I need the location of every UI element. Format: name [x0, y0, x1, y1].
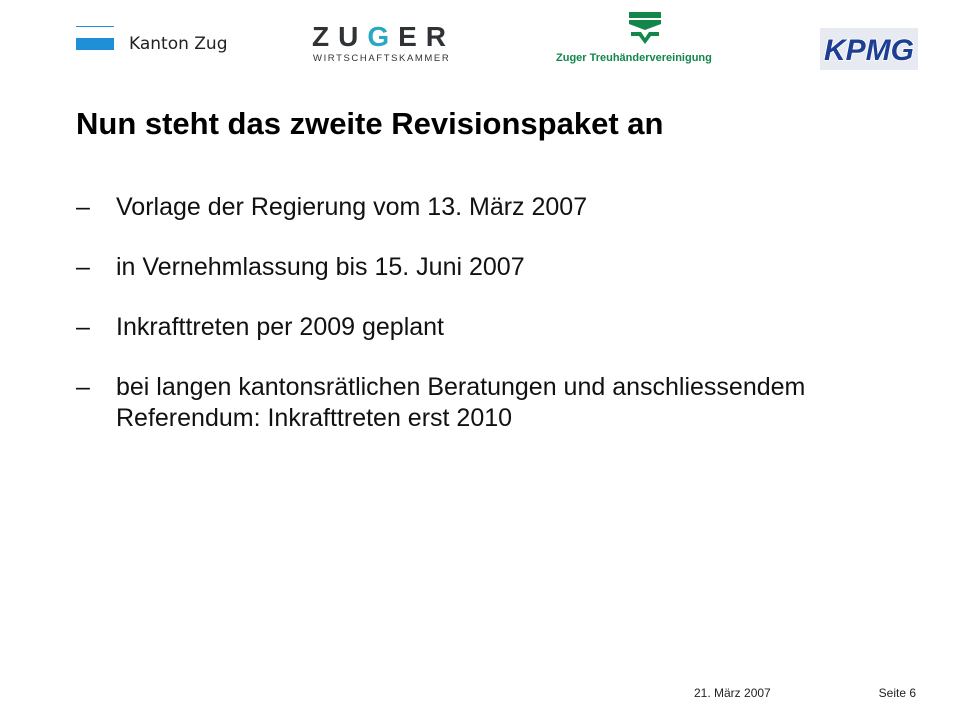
zuger-treuhaendervereinigung-logo — [552, 10, 742, 70]
kanton-zug-bar-icon — [76, 38, 114, 50]
bullet-text: Vorlage der Regierung vom 13. März 2007 — [116, 193, 588, 221]
bullet-item — [76, 252, 926, 283]
footer-date: 21. März 2007 — [694, 686, 771, 700]
footer-page-number: Seite 6 — [878, 686, 916, 700]
bullet-item — [76, 192, 926, 223]
bullet-item — [76, 312, 926, 343]
kanton-zug-logo — [76, 26, 236, 60]
bullet-dash-icon: – — [76, 253, 90, 281]
zuger-wordmark-g: G — [367, 21, 399, 52]
zuger-wordmark-part-2: ER — [398, 21, 456, 52]
slide-title: Nun steht das zweite Revisionspaket an — [76, 106, 664, 141]
bullet-text: Inkrafttreten per 2009 geplant — [116, 313, 445, 341]
wirtschaftskammer-label: WIRTSCHAFTSKAMMER — [313, 53, 451, 64]
kanton-zug-line-icon — [76, 26, 114, 27]
treuhand-emblem-icon — [627, 10, 663, 50]
bullet-dash-icon: – — [76, 313, 90, 341]
zuger-wordmark-part-1: ZU — [312, 21, 368, 52]
bullet-dash-icon: – — [76, 193, 90, 221]
bullet-dash-icon: – — [76, 373, 90, 401]
zuger-wordmark — [312, 22, 455, 52]
zuger-wirtschaftskammer-logo — [312, 22, 462, 68]
kpmg-wordmark: KPMG — [824, 34, 914, 67]
kpmg-logo — [820, 28, 918, 70]
kpmg-logo-icon — [820, 28, 918, 70]
bullet-item — [76, 372, 926, 434]
kanton-zug-label: Kanton Zug — [129, 34, 228, 54]
treuhaender-label: Zuger Treuhändervereinigung — [556, 52, 712, 64]
bullet-text: bei langen kantonsrätlichen Beratungen und anschliessendem Referendum: Inkrafttreten erst 2010 — [116, 373, 806, 432]
bullet-list — [76, 192, 926, 463]
bullet-text: in Vernehmlassung bis 15. Juni 2007 — [116, 253, 525, 281]
